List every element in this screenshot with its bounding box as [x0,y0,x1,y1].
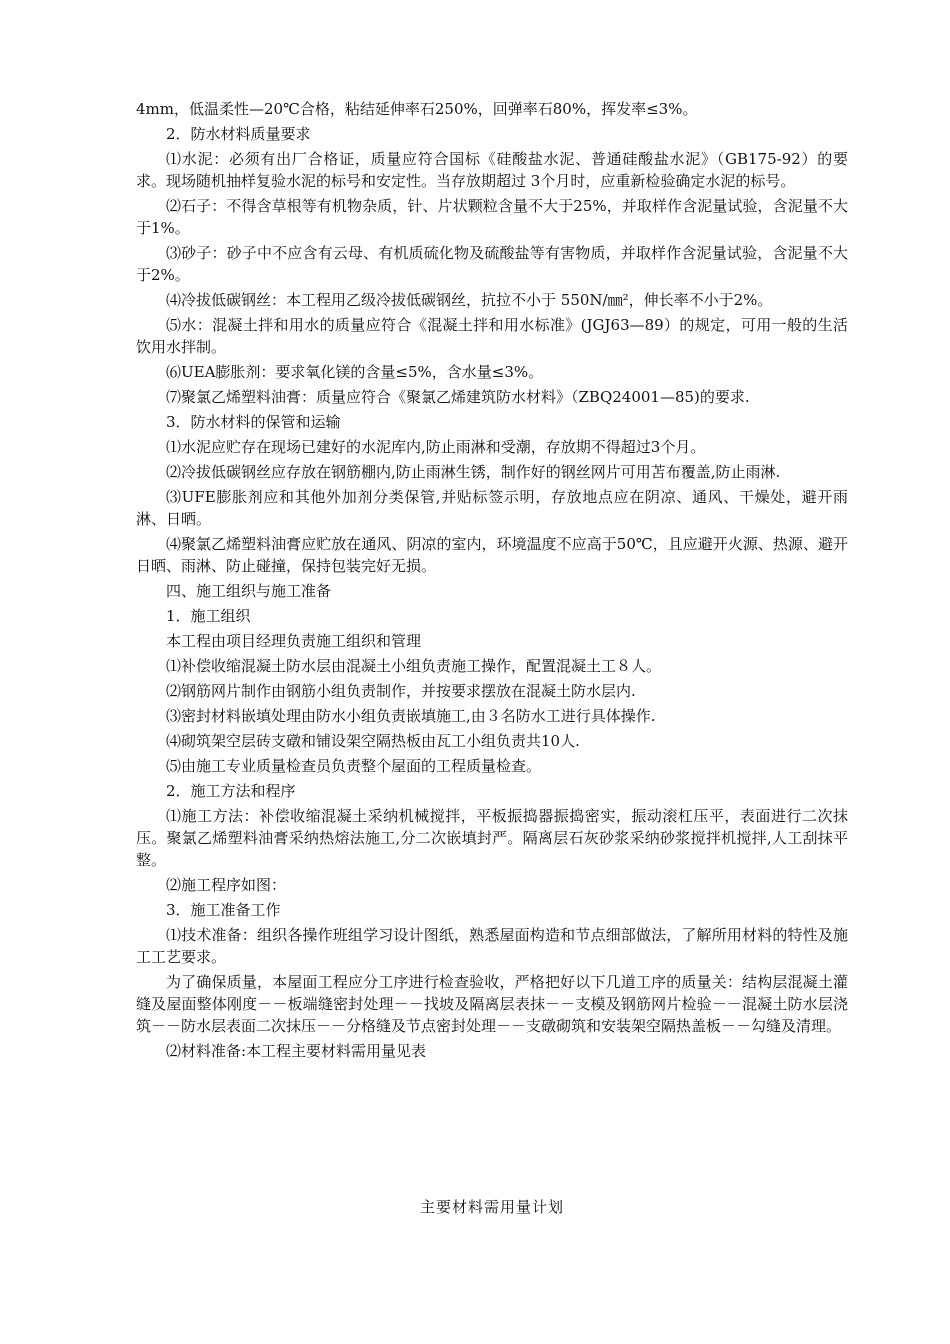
paragraph: 3．防水材料的保管和运输 [166,413,341,431]
paragraph: ⑺聚氯乙烯塑料油膏：质量应符合《聚氯乙烯建筑防水材料》（ZBQ24001—85)的要求. [166,388,750,406]
paragraph: ⑴补偿收缩混凝土防水层由混凝土小组负责施工操作，配置混凝土工８人。 [166,657,662,675]
paragraph: ⑶UFE膨胀剂应和其他外加剂分类保管,并贴标签示明，存放地点应在阴凉、通风、干燥处，避开雨淋、日晒。 [136,488,848,528]
paragraph: ⑸由施工专业质量检查员负责整个屋面的工程质量检查。 [166,757,542,775]
document-body [136,98,848,1065]
paragraph: 2．施工方法和程序 [166,782,296,800]
paragraph: 4mm，低温柔性—20℃合格，粘结延伸率石250%，回弹率石80%，挥发率≤3%。 [136,100,698,118]
paragraph: ⑵冷拔低碳钢丝应存放在钢筋棚内,防止雨淋生锈，制作好的钢丝网片可用苫布覆盖,防止雨淋. [166,463,781,481]
paragraph: ⑵材料准备:本工程主要材料需用量见表 [166,1042,427,1060]
paragraph: ⑴施工方法：补偿收缩混凝土采纳机械搅拌，平板振捣器振捣密实，振动滚杠压平，表面进行二次抹压。聚氯乙烯塑料油膏采纳热熔法施工,分二次嵌填封严。隔离层石灰砂浆采纳砂浆搅拌机搅拌,人工刮抹平整。 [136,807,848,869]
paragraph: ⑷冷拔低碳钢丝：本工程用乙级冷拔低碳钢丝，抗拉不小于 550N/㎜²，伸长率不小于2%。 [166,291,773,309]
paragraph: ⑵施工程序如图： [166,876,287,894]
paragraph: ⑶砂子：砂子中不应含有云母、有机质硫化物及硫酸盐等有害物质，并取样作含泥量试验，含泥量不大于2%。 [136,244,848,284]
table-title: 主要材料需用量计划 [419,1198,564,1216]
paragraph: ⑷砌筑架空层砖支礅和铺设架空隔热板由瓦工小组负责共10人. [166,732,580,750]
paragraph: ⑴技术准备：组织各操作班组学习设计图纸，熟悉屋面构造和节点细部做法，了解所用材料的特性及施工工艺要求。 [136,926,848,966]
paragraph: 本工程由项目经理负责施工组织和管理 [166,632,422,650]
paragraph: ⑹UEA膨胀剂：要求氧化镁的含量≤5%，含水量≤3%。 [166,363,544,381]
paragraph: ⑶密封材料嵌填处理由防水小组负责嵌填施工,由３名防水工进行具体操作. [166,707,656,725]
paragraph: ⑴水泥应贮存在现场已建好的水泥库内,防止雨淋和受潮，存放期不得超过3个月。 [166,438,706,456]
paragraph: ⑴水泥：必须有出厂合格证，质量应符合国标《硅酸盐水泥、普通硅酸盐水泥》（GB175-92）的要求。现场随机抽样复验水泥的标号和安定性。当存放期超过 3个月时，应重新检验确定水泥的标号。 [136,150,848,190]
paragraph: ⑸水：混凝土拌和用水的质量应符合《混凝土拌和用水标准》(JGJ63—89）的规定，可用一般的生活饮用水拌制。 [136,316,848,356]
paragraph: 3．施工准备工作 [166,901,281,919]
paragraph: ⑷聚氯乙烯塑料油膏应贮放在通风、阴凉的室内，环境温度不应高于50℃，且应避开火源、热源、避开日晒、雨淋、防止碰撞，保持包装完好无损。 [136,535,848,575]
paragraph: 为了确保质量，本屋面工程应分工序进行检查验收，严格把好以下几道工序的质量关：结构层混凝土灌缝及屋面整体刚度－－板端缝密封处理－－找坡及隔离层表抹－－支模及钢筋网片检验－－混凝土防水层浇筑－－防水层表面二次抹压－－分格缝及节点密封处理－－支礅砌筑和安装架空隔热盖板－－勾缝及清理。 [136,973,848,1035]
paragraph: 2．防水材料质量要求 [166,125,311,143]
paragraph: ⑵钢筋网片制作由钢筋小组负责制作，并按要求摆放在混凝土防水层内. [166,682,636,700]
paragraph: 1．施工组织 [166,607,251,625]
paragraph: ⑵石子：不得含草根等有机物杂质，针、片状颗粒含量不大于25%，并取样作含泥量试验，含泥量不大于1%。 [136,197,848,237]
paragraph: 四、施工组织与施工准备 [166,582,332,600]
